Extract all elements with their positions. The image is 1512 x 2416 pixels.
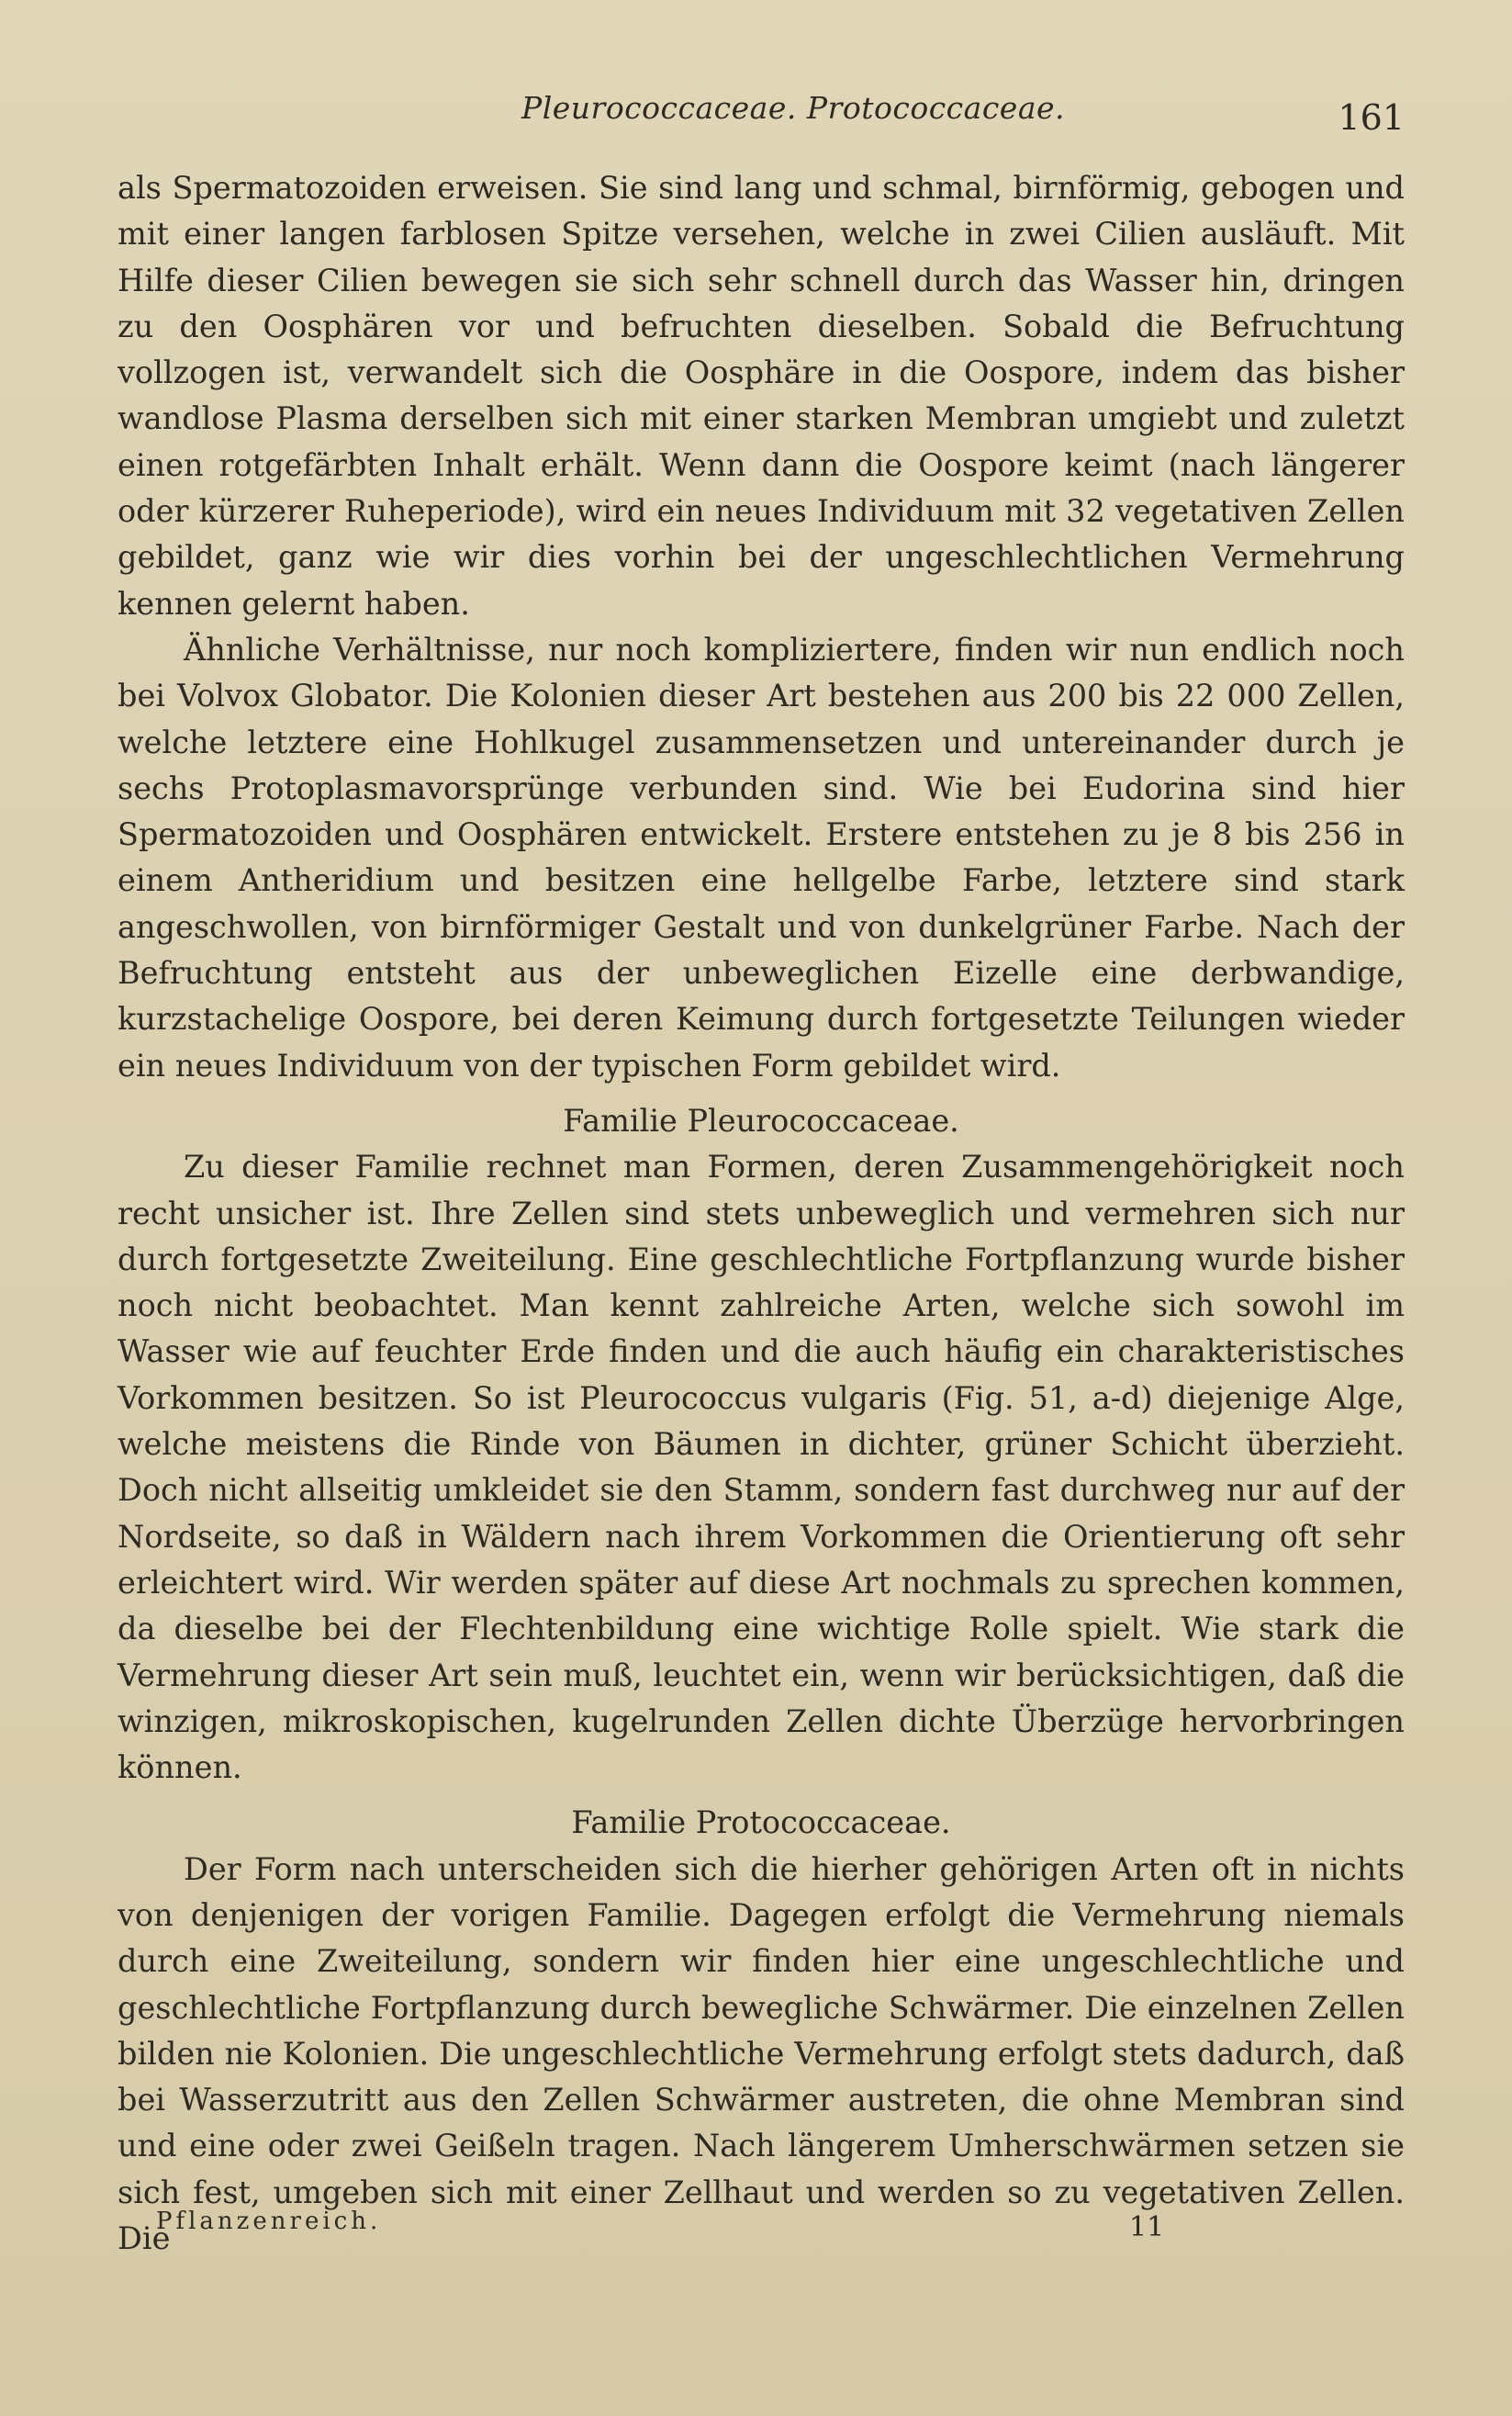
signature-mark: Pflanzenreich.	[156, 2208, 382, 2235]
running-title: Pleurococcaceae. Protococcaceae.	[521, 90, 1066, 126]
section-heading: Familie Protococcaceae.	[571, 1804, 951, 1841]
paragraph: als Spermatozoiden erweisen. Sie sind lang und schmal, birnförmig, gebogen und mit einer langen farblosen Spitze versehen, welche in zwei Cilien ausläuft. Mit Hilfe dieser Cilien bewegen sie sich sehr schnell durch das Wasser hin, dringen zu den Oosphären vor und befruchten dieselben. Sobald die Befruchtung vollzogen ist, verwandelt sich die Oosphäre in die Oospore, indem das bisher wandlose Plasma derselben sich mit einer starken Membran umgiebt und zuletzt einen rotgefärbten Inhalt erhält. Wenn dann die Oospore keimt (nach längerer oder kürzerer Ruheperiode), wird ein neues Individuum mit 32 vegetativen Zellen gebildet, ganz wie wir dies vorhin bei der ungeschlechtlichen Vermehrung kennen gelernt haben.	[118, 170, 1405, 622]
page-header	[119, 90, 1405, 145]
section-heading: Familie Pleurococcaceae.	[563, 1102, 959, 1139]
page-body	[118, 165, 1405, 2262]
page-number: 161	[1338, 97, 1405, 138]
paragraph: Ähnliche Verhältnisse, nur noch kompliziertere, finden wir nun endlich noch bei Volvox Globator. Die Kolonien dieser Art bestehen aus 200 bis 22 000 Zellen, welche letztere eine Hohlkugel zusammensetzen und untereinander durch je sechs Protoplasmavorsprünge verbunden sind. Wie bei Eudorina sind hier Spermatozoiden und Oosphären entwickelt. Erstere entstehen zu je 8 bis 256 in einem Antheridium und besitzen eine hellgelbe Farbe, letztere sind stark angeschwollen, von birnförmiger Gestalt und von dunkelgrüner Farbe. Nach der Befruchtung entsteht aus der unbeweglichen Eizelle eine derbwandige, kurzstachelige Oospore, bei deren Keimung durch fortgesetzte Teilungen wieder ein neues Individuum von der typischen Form gebildet wird.	[118, 631, 1405, 1084]
sheet-number: 11	[1129, 2211, 1165, 2243]
paragraph: Zu dieser Familie rechnet man Formen, deren Zusammengehörigkeit noch recht unsicher ist. Ihre Zellen sind stets unbeweglich und vermehren sich nur durch fortgesetzte Zweiteilung. Eine geschlechtliche Fortpflanzung wurde bisher noch nicht beobachtet. Man kennt zahlreiche Arten, welche sich sowohl im Wasser wie auf feuchter Erde finden und die auch häufig ein charakteristisches Vorkommen besitzen. So ist Pleurococcus vulgaris (Fig. 51, a-d) diejenige Alge, welche meistens die Rinde von Bäumen in dichter, grüner Schicht überzieht. Doch nicht allseitig umkleidet sie den Stamm, sondern fast durchweg nur auf der Nordseite, so daß in Wäldern nach ihrem Vorkommen die Orientierung oft sehr erleichtert wird. Wir werden später auf diese Art nochmals zu sprechen kommen, da dieselbe bei der Flechtenbildung eine wichtige Rolle spielt. Wie stark die Vermehrung dieser Art sein muß, leuchtet ein, wenn wir berücksichtigen, daß die winzigen, mikroskopischen, kugelrunden Zellen dichte Überzüge hervorbringen können.	[118, 1149, 1405, 1786]
paragraph: Der Form nach unterscheiden sich die hierher gehörigen Arten oft in nichts von denjenigen der vorigen Familie. Dagegen erfolgt die Vermehrung niemals durch eine Zweiteilung, sondern wir finden hier eine ungeschlechtliche und geschlechtliche Fortpflanzung durch bewegliche Schwärmer. Die einzelnen Zellen bilden nie Kolonien. Die ungeschlechtliche Vermehrung erfolgt stets dadurch, daß bei Wasserzutritt aus den Zellen Schwärmer austreten, die ohne Membran sind und eine oder zwei Geißeln tragen. Nach längerem Umherschwärmen setzen sie sich fest, umgeben sich mit einer Zellhaut und werden so zu vegetativen Zellen. Die	[118, 1850, 1405, 2257]
page-footer	[156, 2208, 1166, 2253]
